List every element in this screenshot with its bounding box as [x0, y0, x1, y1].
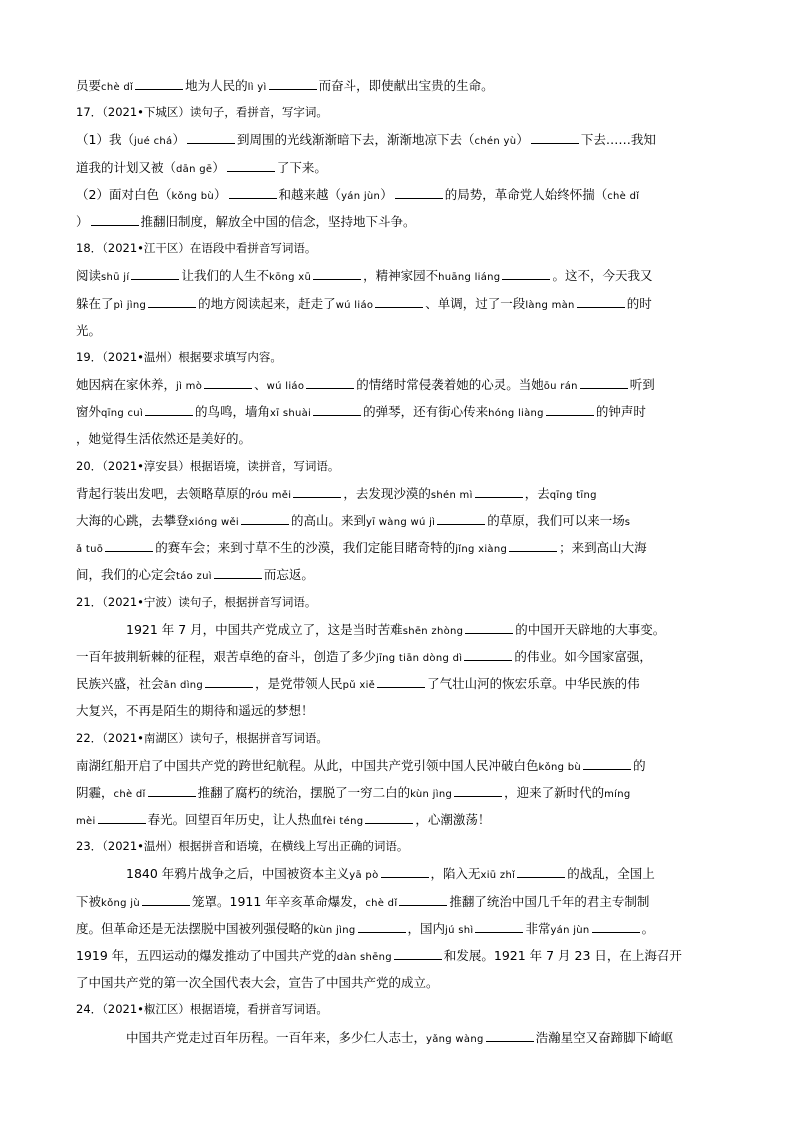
answer-blank: [313, 265, 361, 280]
pinyin: chè dǐ: [607, 190, 640, 202]
answer-blank: [204, 374, 252, 389]
text-line: [76, 317, 720, 344]
text-run: 春光。回望百年历史，让人热血: [147, 812, 323, 828]
text-run: 推翻了统治中国几千年的君主专制制: [449, 893, 650, 909]
pinyin: yǎng wàng: [426, 1033, 484, 1045]
text-line: [76, 181, 720, 208]
text-run: 的: [633, 757, 646, 773]
pinyin: wú liáo: [335, 299, 374, 311]
text-line: [76, 72, 720, 99]
pinyin: kǒng jù: [101, 897, 141, 909]
text-line: [76, 616, 720, 643]
text-run: ，心潮激荡！: [415, 812, 491, 828]
text-line: [76, 154, 720, 181]
pinyin: lì yì: [247, 82, 267, 93]
text-run: 的中国开天辟地的大事变。: [515, 621, 666, 637]
text-run: 背起行装出发吧，去领略草原的: [76, 485, 252, 501]
pinyin: kǒng bù: [538, 761, 582, 773]
answer-blank: [377, 673, 425, 688]
text-run: 推翻旧制度，解放全中国的信念，坚持地下斗争。: [140, 213, 416, 229]
answer-blank: [313, 401, 361, 416]
text-run: 笼罩。1911 年辛亥革命爆发，: [192, 893, 366, 909]
pinyin: qīng tīng: [549, 489, 597, 501]
text-line: [76, 888, 720, 915]
text-run: 。这不，今天我又: [552, 268, 653, 284]
answer-blank: [365, 809, 413, 824]
text-line: [76, 806, 720, 833]
pinyin: róu měi: [251, 489, 292, 501]
answer-blank: [205, 673, 253, 688]
text-run: 。: [641, 920, 655, 936]
text-run: 19．（2021•温州）根据要求填写内容。: [76, 349, 282, 364]
answer-blank: [269, 75, 317, 90]
answer-blank: [187, 129, 235, 144]
pinyin: shén mì: [430, 489, 473, 501]
text-run: 的弹琴，还有街心传来: [363, 404, 489, 420]
answer-blank: [454, 782, 502, 797]
text-run: ）: [380, 186, 393, 202]
text-run: ，是党带领人民: [255, 676, 343, 692]
text-line: [76, 697, 720, 724]
text-run: 道我的计划又被（: [76, 159, 177, 175]
text-run: ）: [516, 132, 529, 148]
text-line: [76, 860, 720, 887]
pinyin: ǎ tuō: [76, 544, 104, 556]
pinyin: jué chá: [133, 136, 173, 148]
answer-blank: [98, 809, 146, 824]
text-run: ；来到高山大海: [559, 540, 647, 556]
answer-blank: [531, 129, 579, 144]
text-run: 听到: [629, 377, 655, 393]
answer-blank: [395, 184, 443, 199]
text-line: [76, 1024, 720, 1051]
text-run: ，陷入无: [430, 866, 481, 882]
pinyin: pǔ xiě: [342, 680, 376, 692]
pinyin: mèi: [76, 816, 96, 828]
answer-blank: [464, 646, 512, 661]
pinyin: pì jìng: [113, 299, 147, 311]
question-heading: [76, 725, 720, 752]
text-line: [76, 643, 720, 670]
answer-blank: [580, 374, 628, 389]
pinyin: qīng cuì: [101, 408, 144, 420]
answer-blank: [142, 891, 190, 906]
text-run: 18．（2021•江干区）在语段中看拼音写词语。: [76, 241, 317, 256]
text-run: 地为人民的: [185, 78, 248, 93]
answer-blank: [517, 863, 565, 878]
text-run: 大复兴，不再是陌生的期待和遥远的梦想！: [76, 703, 314, 719]
text-run: 1919 年，五四运动的爆发推动了中国共产党的: [76, 948, 337, 963]
text-run: 下被: [76, 893, 102, 909]
text-run: 的局势，革命党人始终怀揣（: [444, 186, 608, 202]
text-run: 的时: [626, 295, 652, 311]
text-run: 和发展。1921 年 7 月 23 日，在上海召开: [443, 948, 682, 963]
answer-blank: [475, 483, 523, 498]
pinyin: làng màn: [525, 299, 575, 311]
text-run: 的草原，我们可以来一场: [487, 513, 625, 528]
text-line: [76, 942, 720, 969]
text-run: 而奋斗，即使献出宝贵的生命。: [318, 78, 494, 93]
text-run: ，去发现沙漠的: [343, 485, 431, 501]
pinyin: kùn jìng: [313, 924, 356, 936]
text-run: 非常: [525, 920, 551, 936]
pinyin: dān gē: [176, 163, 213, 175]
text-run: 中国共产党走过百年历程。一百年来，多少仁人志士，: [126, 1029, 427, 1045]
text-line: [76, 915, 720, 942]
pinyin: míng: [604, 788, 631, 800]
text-line: [76, 969, 720, 996]
text-run: 了中国共产党的第一次全国代表大会，宣告了中国共产党的成立。: [76, 975, 439, 991]
pinyin: kǒng bù: [171, 190, 215, 202]
text-run: 的战乱，全国上: [567, 866, 655, 882]
pinyin: ōu rán: [543, 381, 578, 393]
answer-blank: [502, 265, 550, 280]
text-run: 窗外: [76, 404, 102, 420]
text-run: ）: [214, 186, 227, 202]
text-run: ，她觉得生活依然还是美好的。: [76, 431, 252, 447]
pinyin: xiū zhǐ: [480, 870, 516, 882]
answer-blank: [148, 293, 196, 308]
exercise-text: [76, 72, 720, 1051]
pinyin: kùn jìng: [410, 788, 453, 800]
text-run: 度。但革命还是无法摆脱中国被列强侵略的: [76, 920, 314, 936]
text-line: [76, 752, 720, 779]
text-run: 22．（2021•南湖区）读句子，根据拼音写词语。: [76, 730, 328, 745]
text-line: [76, 561, 720, 588]
pinyin: jì mò: [176, 381, 203, 393]
pinyin: s: [624, 517, 631, 528]
text-run: 1840 年鸦片战争之后，中国被资本主义: [126, 866, 350, 882]
text-run: 阅读: [76, 268, 102, 284]
text-run: 大海的心跳，去攀登: [76, 513, 189, 528]
text-run: 阴霾，: [76, 784, 114, 800]
text-line: [76, 779, 720, 806]
pinyin: chè dǐ: [101, 82, 134, 93]
text-run: 间，我们的心定会: [76, 567, 177, 583]
text-run: ）: [212, 159, 225, 175]
question-heading: [76, 996, 720, 1023]
text-run: 的钟声时: [595, 404, 646, 420]
text-run: 南湖红船开启了中国共产党的跨世纪航程。从此，中国共产党引领中国人民冲破白色: [76, 757, 539, 773]
text-line: [76, 507, 720, 534]
answer-blank: [437, 510, 485, 525]
text-run: ，迎来了新时代的: [504, 784, 605, 800]
text-run: ，去: [524, 485, 550, 501]
text-line: [76, 290, 720, 317]
text-run: （2）面对白色（: [76, 186, 172, 202]
text-run: 、单调，过了一段: [425, 295, 526, 311]
text-run: 的赛车会；来到寸草不生的沙漠，我们定能目睹奇特的: [155, 540, 456, 556]
pinyin: táo zuì: [176, 571, 212, 583]
text-run: 了下来。: [276, 159, 327, 175]
answer-blank: [91, 211, 139, 226]
text-run: ）: [76, 213, 89, 229]
question-heading: [76, 589, 720, 616]
answer-blank: [475, 918, 523, 933]
text-run: 21．（2021•宁波）读句子，根据拼音写词语。: [76, 594, 317, 609]
pinyin: xī shuài: [270, 408, 312, 420]
text-run: 的地方阅读起来，赶走了: [198, 295, 336, 311]
text-run: 让我们的人生不: [181, 268, 269, 284]
answer-blank: [131, 265, 179, 280]
pinyin: jīng tiān dòng dì: [376, 652, 463, 664]
text-line: [76, 480, 720, 507]
text-run: 民族兴盛，社会: [76, 676, 164, 692]
text-line: [76, 371, 720, 398]
text-line: [76, 398, 720, 425]
answer-blank: [465, 619, 513, 634]
text-run: ，精神家园不: [363, 268, 439, 284]
text-run: 推翻了腐朽的统治，摆脱了一穷二白的: [197, 784, 411, 800]
text-run: 躲在了: [76, 295, 114, 311]
text-run: 的鸟鸣，墙角: [195, 404, 271, 420]
pinyin: fèi téng: [322, 816, 364, 828]
question-heading: [76, 235, 720, 262]
text-line: [76, 534, 720, 561]
text-run: 17．（2021•下城区）读句子，看拼音，写字词。: [76, 105, 328, 120]
pinyin: jú shì: [445, 924, 474, 936]
pinyin: yán jùn: [341, 190, 381, 202]
answer-blank: [306, 374, 354, 389]
answer-blank: [227, 157, 275, 172]
question-heading: [76, 833, 720, 860]
text-run: 光。: [76, 322, 102, 338]
text-line: [76, 425, 720, 452]
answer-blank: [105, 537, 153, 552]
pinyin: ān dìng: [163, 680, 204, 692]
answer-blank: [148, 782, 196, 797]
answer-blank: [399, 891, 447, 906]
question-heading: [76, 99, 720, 126]
answer-blank: [214, 564, 262, 579]
pinyin: hóng liàng: [488, 408, 544, 420]
answer-blank: [509, 537, 557, 552]
answer-blank: [135, 75, 183, 90]
pinyin: wú liáo: [266, 381, 305, 393]
answer-blank: [394, 945, 442, 960]
answer-blank: [592, 918, 640, 933]
answer-blank: [145, 401, 193, 416]
pinyin: shēn zhòng: [402, 625, 464, 637]
question-heading: [76, 453, 720, 480]
pinyin: yā pò: [349, 870, 379, 882]
text-run: 20．（2021•淳安县）根据语境，读拼音，写词语。: [76, 458, 340, 473]
text-run: ）: [172, 132, 185, 148]
text-run: 员要: [76, 78, 102, 93]
pinyin: chè dǐ: [365, 897, 398, 909]
text-line: [76, 670, 720, 697]
pinyin: yán jùn: [550, 924, 590, 936]
pinyin: chén yù: [474, 136, 517, 148]
answer-blank: [229, 184, 277, 199]
answer-blank: [375, 293, 423, 308]
text-run: 浩瀚星空又奋蹄脚下崎岖: [535, 1029, 674, 1045]
text-run: 下去……我知: [580, 132, 656, 148]
text-run: 和越来越（: [278, 186, 342, 202]
text-run: 24．（2021•椒江区）根据语境，看拼音写词语。: [76, 1002, 328, 1017]
pinyin: chè dǐ: [113, 788, 146, 800]
answer-blank: [381, 863, 429, 878]
pinyin: jǐng xiàng: [455, 544, 508, 556]
text-run: 1921 年 7 月，中国共产党成立了，这是当时苦难: [126, 621, 403, 637]
pinyin: xióng wěi: [188, 517, 240, 528]
answer-blank: [293, 483, 341, 498]
pinyin: dàn shēng: [336, 952, 392, 963]
answer-blank: [546, 401, 594, 416]
pinyin: kōng xū: [268, 272, 312, 284]
text-run: 的伟业。如今国家富强，: [514, 648, 652, 664]
text-run: 到周围的光线渐渐暗下去，渐渐地凉下去（: [236, 132, 475, 148]
text-run: 她因病在家休养，: [76, 377, 177, 393]
question-heading: [76, 344, 720, 371]
text-run: 一百年披荆斩棘的征程，艰苦卓绝的奋斗，创造了多少: [76, 648, 377, 664]
text-run: ，国内: [407, 920, 446, 936]
text-run: 了气壮山河的恢宏乐章。中华民族的伟: [427, 676, 640, 692]
answer-blank: [583, 755, 631, 770]
text-run: 、: [254, 377, 267, 393]
answer-blank: [577, 293, 625, 308]
answer-blank: [241, 510, 289, 525]
pinyin: yī wàng wú jì: [366, 517, 436, 528]
pinyin: huāng liáng: [438, 272, 501, 284]
answer-blank: [358, 918, 406, 933]
text-line: [76, 126, 720, 153]
text-line: [76, 262, 720, 289]
text-run: 的情绪时常侵袭着她的心灵。当她: [356, 377, 544, 393]
text-run: （1）我（: [76, 132, 134, 148]
answer-blank: [486, 1027, 534, 1042]
text-run: 而忘返。: [263, 567, 314, 583]
text-line: [76, 208, 720, 235]
text-run: 23．（2021•温州）根据拼音和语境，在横线上写出正确的词语。: [76, 839, 409, 854]
pinyin: shū jí: [101, 272, 130, 284]
text-run: 的高山。来到: [291, 513, 367, 528]
